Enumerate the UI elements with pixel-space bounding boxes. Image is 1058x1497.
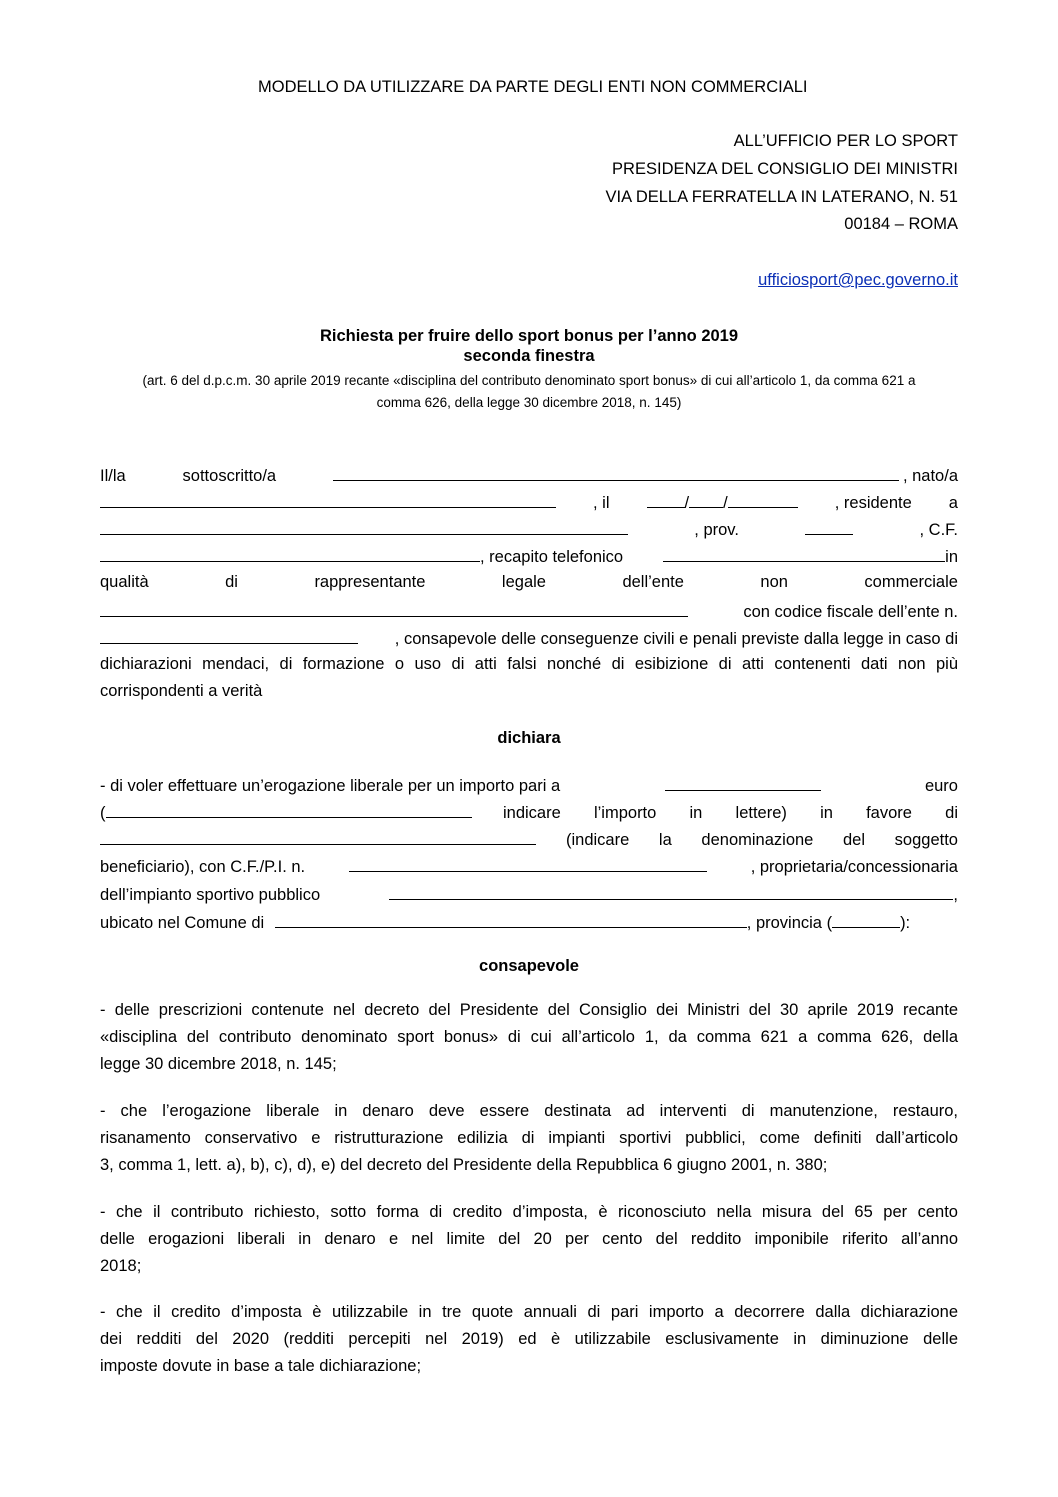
residence-field[interactable] xyxy=(100,518,628,535)
birthdate-field[interactable] xyxy=(647,491,798,514)
text-line: dei redditi del 2020 (redditi percepiti nel 2019) ed è utilizzabile esclusivamente in diminuzione delle xyxy=(100,1330,958,1348)
declarant-line-7 xyxy=(100,627,958,650)
text-line: - che l’erogazione liberale in denaro deve essere destinata ad interventi di manutenzione, restauro, xyxy=(100,1102,958,1120)
address-line-1: ALL’UFFICIO PER LO SPORT xyxy=(733,132,958,150)
text-line: - delle prescrizioni contenute nel decreto del Presidente del Consiglio dei Ministri del 30 aprile 2019 recante xyxy=(100,1001,958,1019)
text-line: risanamento conservativo e ristrutturazione edilizia di impianti sportivi pubblici, come definiti dall’articolo xyxy=(100,1129,958,1147)
label-in: in xyxy=(945,548,958,566)
dichiara-text: ): xyxy=(900,914,911,932)
birthplace-field[interactable] xyxy=(100,491,556,508)
label-il: , il xyxy=(593,494,610,512)
dichiara-text: beneficiario), con C.F./P.I. n. xyxy=(100,858,306,876)
text-line: legge 30 dicembre 2018, n. 145; xyxy=(100,1055,337,1073)
request-reference-1: (art. 6 del d.p.c.m. 30 aprile 2019 recante «disciplina del contributo denominato sport bonus» di cui all’articolo 1, da comma 621 a xyxy=(142,373,916,388)
label-a: a xyxy=(948,494,958,512)
declarant-continuation xyxy=(100,651,958,705)
text-line: «disciplina del contributo denominato sport bonus» di cui all’articolo 1, da comma 621 a comma 626, della xyxy=(100,1028,958,1046)
date-separator: / xyxy=(684,494,690,512)
address-line-4: 00184 – ROMA xyxy=(844,215,958,233)
label-recapito: , recapito telefonico xyxy=(480,548,624,566)
role-word: non xyxy=(760,573,788,591)
text-line: corrispondenti a verità xyxy=(100,682,263,700)
role-word: rappresentante xyxy=(314,573,426,591)
provincia-field[interactable] xyxy=(832,911,900,928)
dichiara-text: dell’impianto sportivo pubblico xyxy=(100,886,321,904)
role-word: di xyxy=(225,573,238,591)
text-line: - che il credito d’imposta è utilizzabile in tre quote annuali di pari importo a decorrere dalla dichiarazione xyxy=(100,1303,958,1321)
label-prov: , prov. xyxy=(694,521,739,539)
email-link[interactable]: ufficiosport@pec.governo.it xyxy=(758,271,958,289)
declarant-line-3 xyxy=(100,518,958,541)
text-line: delle erogazioni liberali in denaro e nel limite del 20 per cento del reddito imponibile riferito all’anno xyxy=(100,1230,958,1248)
consapevole-heading: consapevole xyxy=(479,957,579,975)
dichiara-text: , provincia ( xyxy=(746,914,833,932)
birth-month-field[interactable] xyxy=(689,491,723,508)
label-nato: , nato/a xyxy=(902,467,958,485)
declarant-line-6 xyxy=(100,600,958,623)
dichiara-line-2 xyxy=(100,801,958,824)
text-line: imposte dovute in base a tale dichiarazione; xyxy=(100,1357,422,1375)
dichiara-text: - di voler effettuare un’erogazione liberale per un importo pari a xyxy=(100,777,561,795)
comma: , xyxy=(953,886,958,904)
consapevole-paragraph-4 xyxy=(100,1299,958,1380)
request-subtitle: seconda finestra xyxy=(463,347,595,365)
amount-field[interactable] xyxy=(665,774,821,791)
consapevole-paragraph-1 xyxy=(100,997,958,1078)
cf-field[interactable] xyxy=(100,545,480,562)
beneficiary-cf-field[interactable] xyxy=(349,855,707,872)
label-residente: , residente xyxy=(834,494,912,512)
text-line: - che il contributo richiesto, sotto forma di credito d’imposta, è riconosciuto nella misura del 65 per cento xyxy=(100,1203,958,1221)
amount-words-field[interactable] xyxy=(106,801,472,818)
text-line: 2018; xyxy=(100,1257,142,1275)
role-word: commerciale xyxy=(864,573,958,591)
birth-year-field[interactable] xyxy=(728,491,798,508)
request-title: Richiesta per fruire dello sport bonus per l’anno 2019 xyxy=(319,327,739,345)
entity-name-field[interactable] xyxy=(100,600,688,617)
role-word: dell’ente xyxy=(622,573,684,591)
dichiara-line-6 xyxy=(100,911,910,934)
facility-field[interactable] xyxy=(389,883,953,900)
name-field[interactable] xyxy=(333,464,899,481)
text-line: dichiarazioni mendaci, di formazione o uso di atti falsi nonché di esibizione di atti contenenti dati non più xyxy=(100,655,958,673)
consapevole-paragraph-3 xyxy=(100,1199,958,1280)
request-reference-2: comma 626, della legge 30 dicembre 2018, n. 145) xyxy=(376,395,682,410)
dichiara-text: (indicare la denominazione del soggetto xyxy=(566,831,958,849)
beneficiary-field[interactable] xyxy=(100,828,536,845)
role-word: legale xyxy=(501,573,546,591)
model-title: MODELLO DA UTILIZZARE DA PARTE DEGLI ENTI NON COMMERCIALI xyxy=(258,78,808,96)
dichiara-line-3 xyxy=(100,828,958,851)
entity-cf-field[interactable] xyxy=(100,627,358,644)
role-word: qualità xyxy=(100,573,149,591)
dichiara-line-4 xyxy=(100,855,958,878)
consapevole-paragraph-2 xyxy=(100,1098,958,1179)
label-cf: , C.F. xyxy=(919,521,958,539)
dichiara-line-5 xyxy=(100,883,958,906)
label-sottoscritto: sottoscritto/a xyxy=(182,467,277,485)
consapevole-text: , consapevole delle conseguenze civili e penali previste dalla legge in caso di xyxy=(394,630,958,648)
label-codice-fiscale-ente: con codice fiscale dell’ente n. xyxy=(743,603,958,621)
municipality-field[interactable] xyxy=(275,911,747,928)
phone-field[interactable] xyxy=(663,545,945,562)
label-euro: euro xyxy=(924,777,958,795)
date-separator: / xyxy=(723,494,728,512)
declarant-line-1 xyxy=(100,464,958,487)
declarant-line-4 xyxy=(100,545,958,568)
birth-day-field[interactable] xyxy=(647,491,685,508)
text-line: 3, comma 1, lett. a), b), c), d), e) del decreto del Presidente della Repubblica 6 giugno 2001, n. 380; xyxy=(100,1156,828,1174)
dichiara-text: ubicato nel Comune di xyxy=(100,914,265,932)
dichiara-heading: dichiara xyxy=(497,729,561,747)
address-line-3: VIA DELLA FERRATELLA IN LATERANO, N. 51 xyxy=(605,188,958,206)
dichiara-text: , proprietaria/concessionaria xyxy=(750,858,958,876)
label-il-la: Il/la xyxy=(100,467,126,485)
dichiara-line-1 xyxy=(100,774,958,797)
declarant-line-2 xyxy=(100,491,958,514)
address-line-2: PRESIDENZA DEL CONSIGLIO DEI MINISTRI xyxy=(612,160,958,178)
province-field[interactable] xyxy=(805,518,853,535)
dichiara-text: indicare l’importo in lettere) in favore di xyxy=(503,804,958,822)
paren-open: ( xyxy=(100,804,106,822)
declarant-line-5 xyxy=(100,573,958,593)
